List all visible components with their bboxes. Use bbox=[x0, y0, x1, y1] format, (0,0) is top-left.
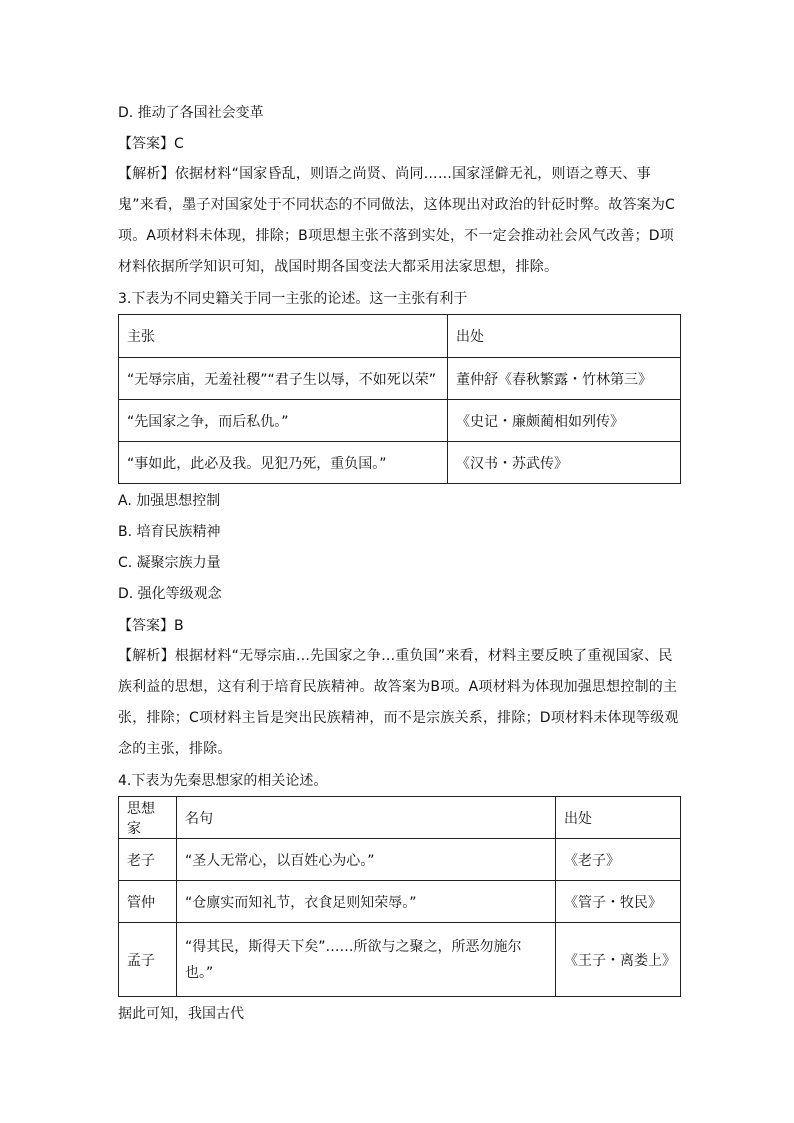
table-row bbox=[119, 839, 681, 881]
table-cell: 孟子 bbox=[119, 923, 177, 997]
analysis-label: 【解析】 bbox=[118, 166, 175, 182]
q2-analysis bbox=[118, 159, 683, 283]
table-row bbox=[119, 881, 681, 923]
table-cell: 《老子》 bbox=[556, 839, 681, 881]
table-header: 名句 bbox=[177, 797, 556, 839]
q3-option-c: C. 凝聚宗族力量 bbox=[118, 555, 221, 571]
table-cell: 管仲 bbox=[119, 881, 177, 923]
table-row bbox=[119, 923, 681, 997]
table-row bbox=[119, 442, 681, 484]
q4-followup: 据此可知，我国古代 bbox=[118, 1006, 244, 1022]
table-header: 主张 bbox=[119, 315, 448, 358]
table-header: 思想家 bbox=[119, 797, 177, 839]
q3-stem: 3.下表为不同史籍关于同一主张的论述。这一主张有利于 bbox=[118, 291, 468, 307]
table-header-row bbox=[119, 797, 681, 839]
table-header-row bbox=[119, 315, 681, 358]
table-cell: 老子 bbox=[119, 839, 177, 881]
table-header: 出处 bbox=[448, 315, 681, 358]
q3-option-a: A. 加强思想控制 bbox=[118, 493, 221, 509]
table-cell: 《汉书・苏武传》 bbox=[448, 442, 681, 484]
q3-table bbox=[118, 314, 681, 484]
table-cell: “事如此，此必及我。见犯乃死，重负国。” bbox=[119, 442, 448, 484]
table-cell: “仓廪实而知礼节，衣食足则知荣辱。” bbox=[177, 881, 556, 923]
q3-option-b: B. 培育民族精神 bbox=[118, 524, 221, 540]
table-cell: 《王子・离娄上》 bbox=[556, 923, 681, 997]
table-cell: 《管子・牧民》 bbox=[556, 881, 681, 923]
q3-option-d: D. 强化等级观念 bbox=[118, 586, 222, 602]
table-row bbox=[119, 400, 681, 442]
analysis-label: 【解析】 bbox=[118, 648, 175, 664]
q3-answer: 【答案】B bbox=[118, 618, 184, 634]
table-cell: “无辱宗庙，无羞社稷”“君子生以辱，不如死以荣” bbox=[119, 358, 448, 400]
q2-option-d: D. 推动了各国社会变革 bbox=[118, 105, 264, 121]
analysis-text: 依据材料“国家昏乱，则语之尚贤、尚同……国家淫僻无礼，则语之尊天、事鬼”来看，墨子对国家处于不同状态的不同做法，这体现出对政治的针砭时弊。故答案为C项。A项材料未体现，排除；B项思想主张不落到实处，不一定会推动社会风气改善；D项材料依据所学知识可知，战国时期各国变法大都采用法家思想，排除。 bbox=[118, 166, 676, 275]
q2-answer: 【答案】C bbox=[118, 136, 184, 152]
table-row bbox=[119, 358, 681, 400]
table-header: 出处 bbox=[556, 797, 681, 839]
table-cell: “得其民，斯得天下矣”……所欲与之聚之，所恶勿施尔也。” bbox=[177, 923, 556, 997]
table-cell: 董仲舒《春秋繁露・竹林第三》 bbox=[448, 358, 681, 400]
q4-table bbox=[118, 796, 681, 997]
table-cell: “先国家之争，而后私仇。” bbox=[119, 400, 448, 442]
q4-stem: 4.下表为先秦思想家的相关论述。 bbox=[118, 773, 328, 789]
q3-analysis bbox=[118, 641, 683, 765]
table-cell: “圣人无常心，以百姓心为心。” bbox=[177, 839, 556, 881]
analysis-text: 根据材料“无辱宗庙…先国家之争…重负国”来看，材料主要反映了重视国家、民族利益的思想，这有利于培育民族精神。故答案为B项。A项材料为体现加强思想控制的主张，排除；C项材料主旨是突出民族精神，而不是宗族关系，排除；D项材料未体现等级观念的主张，排除。 bbox=[118, 648, 679, 757]
table-cell: 《史记・廉颇蔺相如列传》 bbox=[448, 400, 681, 442]
